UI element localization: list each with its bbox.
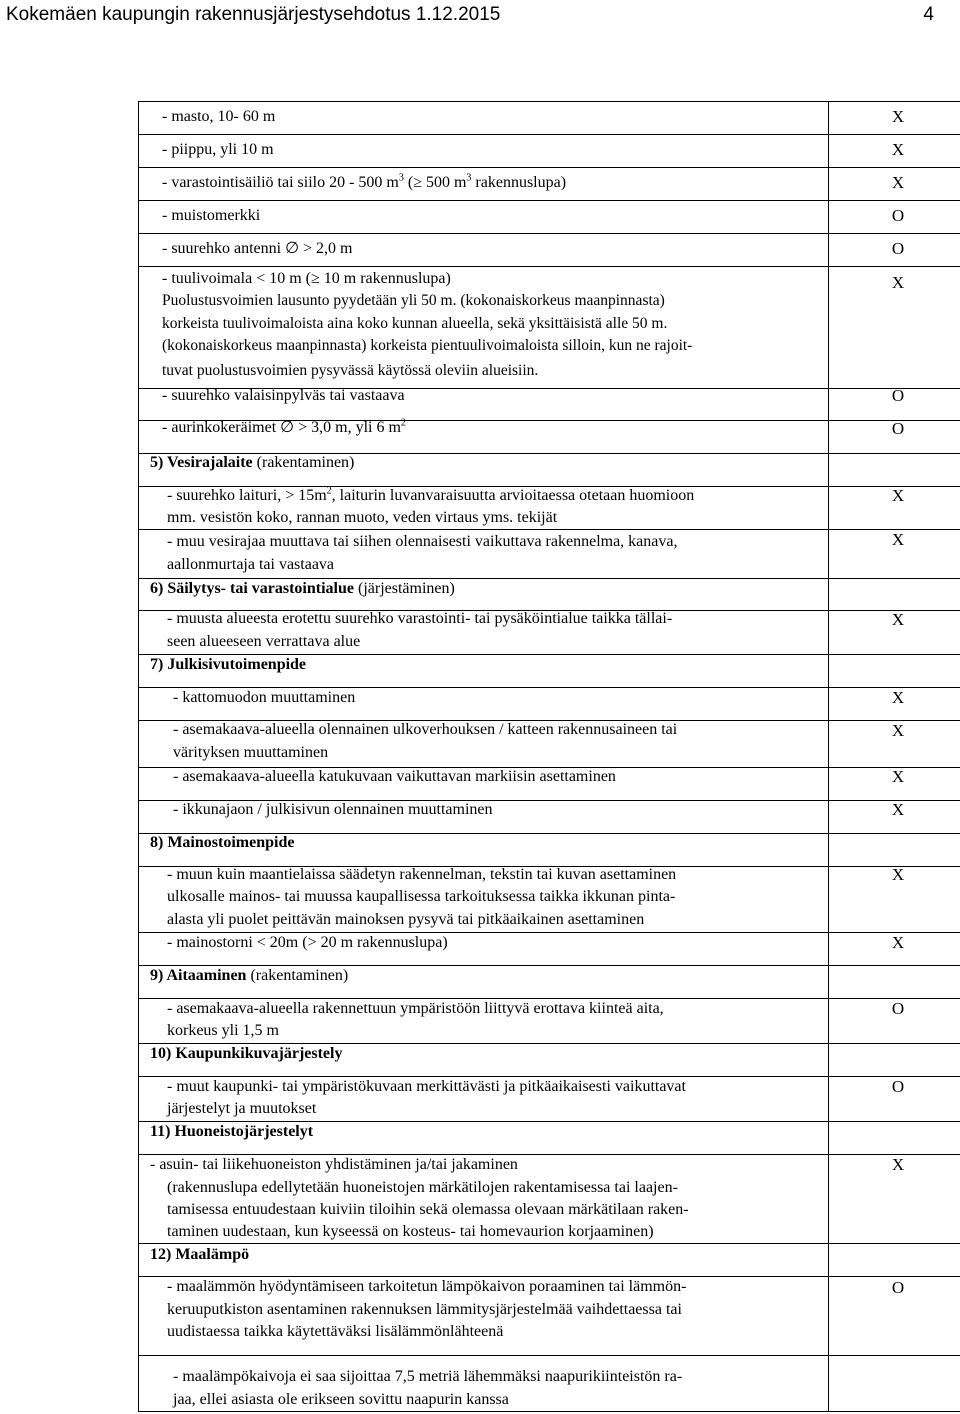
item-aurinkokeraimet: - aurinkokeräimet ∅ > 3,0 m, yli 6 $m^2$ xyxy=(162,417,406,436)
item-ulkoverhous-cont: värityksen muuttaminen xyxy=(173,744,329,761)
permit-mark: O xyxy=(891,1278,905,1297)
item-muistomerkki: - muistomerkki xyxy=(162,207,261,224)
permit-mark: O xyxy=(891,1077,905,1096)
item-markiisi: - asemakaava-alueella katukuvaan vaikuttavan markiisin asettaminen xyxy=(173,768,616,785)
permit-mark: X xyxy=(891,688,905,707)
permit-mark: X xyxy=(891,933,905,952)
row-divider xyxy=(138,233,960,234)
item-antenni: - suurehko antenni ∅ > 2,0 m xyxy=(162,240,353,257)
item-varastointialue-cont: seen alueeseen verrattava alue xyxy=(167,633,361,650)
permit-mark: O xyxy=(891,999,905,1018)
item-maalampo: - maalämmön hyödyntämiseen tarkoitetun lämpökaivon poraaminen tai lämmön- xyxy=(167,1278,687,1295)
note-line: (kokonaiskorkeus maanpinnasta) korkeista pientuulivoimaloista silloin, kun ne rajoit- xyxy=(162,337,693,354)
section-heading-9: 9) Aitaaminen (rakentaminen) xyxy=(150,967,349,984)
row-divider xyxy=(138,134,960,135)
item-huoneisto: - asuin- tai liikehuoneiston yhdistäminen ja/tai jakaminen xyxy=(150,1156,518,1173)
permit-mark: X xyxy=(891,173,905,192)
column-divider xyxy=(828,101,829,388)
permit-mark: X xyxy=(891,1155,905,1174)
item-kaupunkikuva: - muut kaupunki- tai ympäristökuvaan merkittävästi ja pitkäaikaisesti vaikuttavat xyxy=(167,1078,686,1095)
row-divider xyxy=(138,167,960,168)
note-line: Puolustusvoimien lausunto pyydetään yli 50 m. (kokonaiskorkeus maanpinnasta) xyxy=(162,292,665,309)
item-mainostorni: - mainostorni < 20m (> 20 m rakennuslupa) xyxy=(167,934,448,951)
row-divider xyxy=(138,200,960,201)
item-aita: - asemakaava-alueella rakennettuun ympäristöön liittyvä erottava kiinteä aita, xyxy=(167,1000,664,1017)
item-huoneisto-cont: (rakennuslupa edellytetään huoneistojen märkätilojen rakentamisessa tai laajen- xyxy=(167,1179,678,1196)
item-aita-cont: korkeus yli 1,5 m xyxy=(167,1022,279,1039)
item-varastointialue: - muusta alueesta erotettu suurehko varastointi- tai pysäköintialue taikka tällai- xyxy=(167,610,673,627)
item-masto: - masto, 10- 60 m xyxy=(162,108,276,125)
permit-table xyxy=(138,101,960,1412)
page-number: 4 xyxy=(923,4,934,25)
item-vesirajaa-cont: aallonmurtaja tai vastaava xyxy=(167,556,335,573)
item-valaisinpylvas: - suurehko valaisinpylväs tai vastaava xyxy=(162,387,405,404)
permit-mark: X xyxy=(891,486,905,505)
permit-mark: X xyxy=(891,610,905,629)
table-border-left xyxy=(138,101,139,1412)
section-heading-10: 10) Kaupunkikuvajärjestely xyxy=(150,1045,343,1062)
permit-mark: X xyxy=(891,721,905,740)
item-mainos-cont: alasta yli puolet peittävän mainoksen pysyvä tai pitkäaikainen asettaminen xyxy=(167,911,645,928)
item-varastointisailio: - varastointisäiliö tai siilo 20 - 500 $m^3$ (≥ 500 $m^3$ rakennuslupa) xyxy=(162,172,567,191)
section-heading-11: 11) Huoneistojärjestelyt xyxy=(150,1123,314,1140)
note-line: tuvat puolustusvoimien pysyvässä käytössä oleviin alueisiin. xyxy=(162,362,539,379)
document-title: Kokemäen kaupungin rakennusjärjestysehdotus 1.12.2015 xyxy=(6,4,501,25)
section-heading-6: 6) Säilytys- tai varastointialue (järjestäminen) xyxy=(150,580,455,597)
section-heading-7: 7) Julkisivutoimenpide xyxy=(150,656,307,673)
item-piippu: - piippu, yli 10 m xyxy=(162,141,274,158)
page-header xyxy=(0,2,960,28)
item-mainos: - muun kuin maantielaissa säädetyn rakennelman, tekstin tai kuvan asettaminen xyxy=(167,866,677,883)
item-ikkunajako: - ikkunajaon / julkisivun olennainen muuttaminen xyxy=(173,801,493,818)
item-huoneisto-cont: taminen uudestaan, kun kyseessä on kosteus- tai homevaurion korjaaminen) xyxy=(167,1223,654,1240)
column-divider xyxy=(828,388,829,1412)
permit-mark: X xyxy=(891,865,905,884)
item-huoneisto-cont: tamisessa entuudestaan kuiviin tiloihin sekä olemassa olevaan märkätilaan raken- xyxy=(167,1201,689,1218)
section-heading-5: 5) Vesirajalaite (rakentaminen) xyxy=(150,454,355,471)
permit-mark: O xyxy=(891,239,905,258)
item-maalampokaivo: - maalämpökaivoja ei saa sijoittaa 7,5 metriä lähemmäksi naapurikiinteistön ra- xyxy=(173,1368,683,1385)
row-divider xyxy=(138,101,960,102)
item-maalampo-cont: keruuputkiston asentaminen rakennuksen lämmitysjärjestelmää vaihdettaessa tai xyxy=(167,1301,682,1318)
section-heading-8: 8) Mainostoimenpide xyxy=(150,834,295,851)
note-line: korkeista tuulivoimaloista aina koko kunnan alueella, sekä yksittäisistä alle 50 m. xyxy=(162,315,668,332)
item-tuulivoimala: - tuulivoimala < 10 m (≥ 10 m rakennuslupa) xyxy=(162,270,451,287)
permit-mark: O xyxy=(891,206,905,225)
item-laituri-cont: mm. vesistön koko, rannan muoto, veden virtaus yms. tekijät xyxy=(167,509,558,526)
item-mainos-cont: ulkosalle mainos- tai muussa kaupallisessa tarkoituksessa taikka ikkunan pinta- xyxy=(167,888,676,905)
item-laituri: - suurehko laituri, > $15m^2$, laiturin luvanvaraisuutta arvioitaessa otetaan huomioon xyxy=(167,485,695,504)
item-kattomuoto: - kattomuodon muuttaminen xyxy=(173,689,356,706)
permit-mark: O xyxy=(891,386,905,405)
item-vesirajaa: - muu vesirajaa muuttava tai siihen olennaisesti vaikuttava rakennelma, kanava, xyxy=(167,533,678,550)
permit-mark: X xyxy=(891,107,905,126)
permit-mark: X xyxy=(891,767,905,786)
section-heading-12: 12) Maalämpö xyxy=(150,1246,250,1263)
permit-mark: X xyxy=(891,273,905,292)
item-maalampo-cont: uudistaessa taikka käytettäväksi lisälämmönlähteenä xyxy=(167,1323,504,1340)
permit-mark: O xyxy=(891,419,905,438)
row-divider xyxy=(138,1355,960,1356)
permit-mark: X xyxy=(891,530,905,549)
item-ulkoverhous: - asemakaava-alueella olennainen ulkoverhouksen / katteen rakennusaineen tai xyxy=(173,721,678,738)
item-maalampokaivo-cont: jaa, ellei asiasta ole erikseen sovittu naapurin kanssa xyxy=(173,1391,509,1408)
item-kaupunkikuva-cont: järjestelyt ja muutokset xyxy=(167,1100,317,1117)
permit-mark: X xyxy=(891,140,905,159)
permit-mark: X xyxy=(891,800,905,819)
